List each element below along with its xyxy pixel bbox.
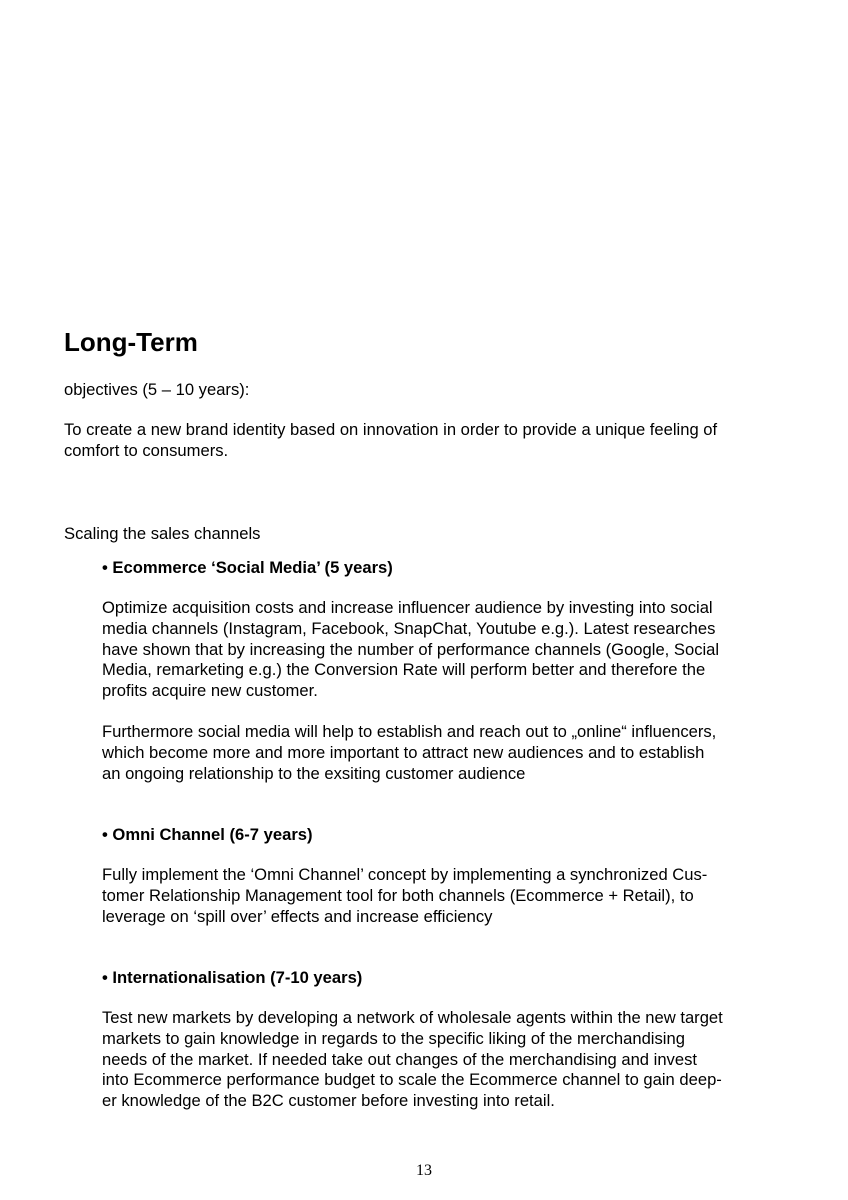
paragraph-line: Test new markets by developing a network of wholesale agents within the new target: [102, 1008, 723, 1027]
paragraph-line: comfort to consumers.: [64, 440, 229, 460]
paragraph-line: Media, remarketing e.g.) the Conversion Rate will perform better and therefore the: [102, 660, 706, 680]
paragraph-line: which become more and more important to attract new audiences and to establish: [102, 742, 705, 762]
ecommerce-paragraph-1: [102, 598, 719, 702]
paragraph-line: media channels (Instagram, Facebook, SnapChat, Youtube e.g.). Latest researches: [102, 618, 716, 638]
paragraph-line: an ongoing relationship to the exsiting customer audience: [102, 763, 526, 783]
paragraph-line: tomer Relationship Management tool for both channels (Ecommerce + Retail), to: [102, 885, 694, 905]
page-number: 13: [416, 1162, 432, 1179]
ecommerce-social-media-title: • Ecommerce ‘Social Media’ (5 years): [102, 558, 393, 577]
paragraph-line: needs of the market. If needed take out changes of the merchandising and invest: [102, 1049, 697, 1069]
paragraph-line: Optimize acquisition costs and increase influencer audience by investing into social: [102, 598, 713, 617]
ecommerce-paragraph-2: [102, 722, 716, 784]
paragraph-line: markets to gain knowledge in regards to the specific liking of the merchandising: [102, 1028, 685, 1048]
omni-channel-paragraph: [102, 865, 707, 927]
paragraph-line: To create a new brand identity based on innovation in order to provide a unique feeling of: [64, 420, 718, 439]
internationalisation-title: • Internationalisation (7-10 years): [102, 968, 363, 987]
paragraph-line: leverage on ‘spill over’ effects and increase efficiency: [102, 906, 493, 926]
paragraph-line: into Ecommerce performance budget to scale the Ecommerce channel to gain deep-: [102, 1070, 722, 1090]
paragraph-line: er knowledge of the B2C customer before investing into retail.: [102, 1091, 555, 1111]
paragraph-line: Fully implement the ‘Omni Channel’ concept by implementing a synchronized Cus-: [102, 865, 708, 884]
paragraph-line: Furthermore social media will help to establish and reach out to „online“ influencers,: [102, 722, 717, 741]
internationalisation-paragraph: [102, 1008, 723, 1112]
section-heading: Long-Term: [64, 327, 198, 357]
paragraph-line: have shown that by increasing the number of performance channels (Google, Social: [102, 639, 720, 659]
paragraph-line: profits acquire new customer.: [102, 681, 318, 701]
objectives-label: objectives (5 – 10 years):: [64, 380, 250, 399]
brand-identity-paragraph: [64, 420, 717, 462]
scaling-label: Scaling the sales channels: [64, 524, 261, 543]
omni-channel-title: • Omni Channel (6-7 years): [102, 825, 313, 844]
